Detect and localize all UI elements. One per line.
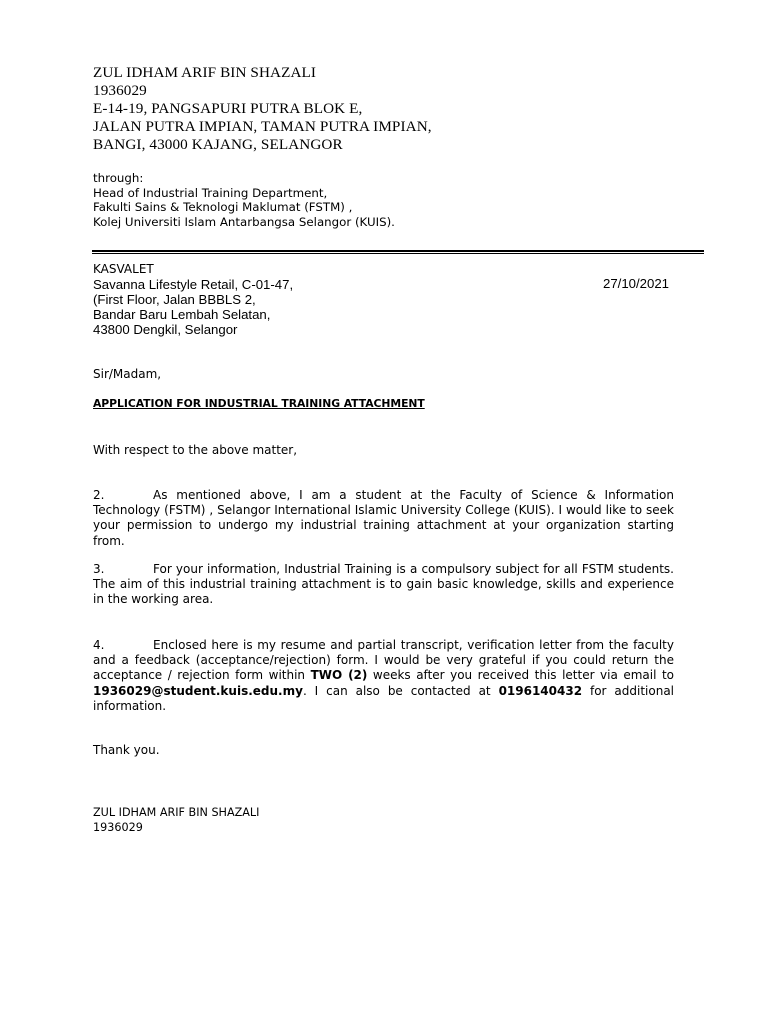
signoff-block xyxy=(93,806,259,835)
paragraph-2 xyxy=(93,488,674,549)
paragraph-text: As mentioned above, I am a student at the Faculty of Science & Information Technology (FSTM) , Selangor International Islamic University College (KUIS). I would like to seek your permission to undergo my industrial training attachment at your organization starting from. xyxy=(93,488,674,548)
through-line: Head of Industrial Training Department, xyxy=(93,185,328,200)
sender-address-line: E-14-19, PANGSAPURI PUTRA BLOK E, xyxy=(93,100,363,117)
sender-address-line: JALAN PUTRA IMPIAN, TAMAN PUTRA IMPIAN, xyxy=(93,118,432,135)
recipient-address-line: (First Floor, Jalan BBBLS 2, xyxy=(93,292,256,307)
paragraph-number: 4. xyxy=(93,638,105,652)
contact-email: 1936029@student.kuis.edu.my xyxy=(93,683,303,698)
sender-address-line: BANGI, 43000 KAJANG, SELANGOR xyxy=(93,136,343,153)
subject-heading: APPLICATION FOR INDUSTRIAL TRAINING ATTACHMENT xyxy=(93,397,425,410)
contact-phone: 0196140432 xyxy=(498,683,583,698)
through-line: Kolej Universiti Islam Antarbangsa Selangor (KUIS). xyxy=(93,214,395,229)
recipient-address-line: Bandar Baru Lembah Selatan, xyxy=(93,307,271,322)
paragraph-3 xyxy=(93,562,674,608)
sender-id: 1936029 xyxy=(93,82,147,99)
through-label: through: xyxy=(93,171,144,185)
divider-thick xyxy=(92,250,704,252)
through-block xyxy=(93,171,395,229)
recipient-address-line: 43800 Dengkil, Selangor xyxy=(93,322,238,337)
recipient-name: KASVALET xyxy=(93,262,154,276)
letter-date: 27/10/2021 xyxy=(603,276,670,291)
paragraph-number: 3. xyxy=(93,562,105,576)
through-line: Fakulti Sains & Teknologi Maklumat (FSTM) , xyxy=(93,200,353,215)
signoff-id: 1936029 xyxy=(93,820,143,834)
response-period: TWO (2) xyxy=(310,668,368,683)
signoff-name: ZUL IDHAM ARIF BIN SHAZALI xyxy=(93,806,260,819)
recipient-address-line: Savanna Lifestyle Retail, C-01-47, xyxy=(93,277,294,292)
paragraph-4 xyxy=(93,638,674,714)
divider-thin xyxy=(92,253,704,254)
sender-name: ZUL IDHAM ARIF BIN SHAZALI xyxy=(93,64,317,81)
recipient-block xyxy=(93,262,293,337)
paragraph-number: 2. xyxy=(93,488,105,502)
paragraph-text: weeks after you received this letter via email to xyxy=(367,668,674,683)
paragraph-text: . I can also be contacted at xyxy=(302,683,499,698)
salutation: Sir/Madam, xyxy=(93,367,162,381)
closing-line: Thank you. xyxy=(93,743,160,757)
paragraph-text: Enclosed here is my resume and partial transcript, verification letter from the faculty and a feedback (acceptance/rejection) form. I would be very grateful if you could return the acceptance / rejection form within xyxy=(93,638,674,683)
opening-line: With respect to the above matter, xyxy=(93,443,298,457)
paragraph-text: For your information, Industrial Training is a compulsory subject for all FSTM students. The aim of this industrial training attachment is to gain basic knowledge, skills and experience in the working area. xyxy=(93,562,674,607)
sender-block xyxy=(93,64,432,154)
paragraph-text: for additional information. xyxy=(93,683,675,713)
